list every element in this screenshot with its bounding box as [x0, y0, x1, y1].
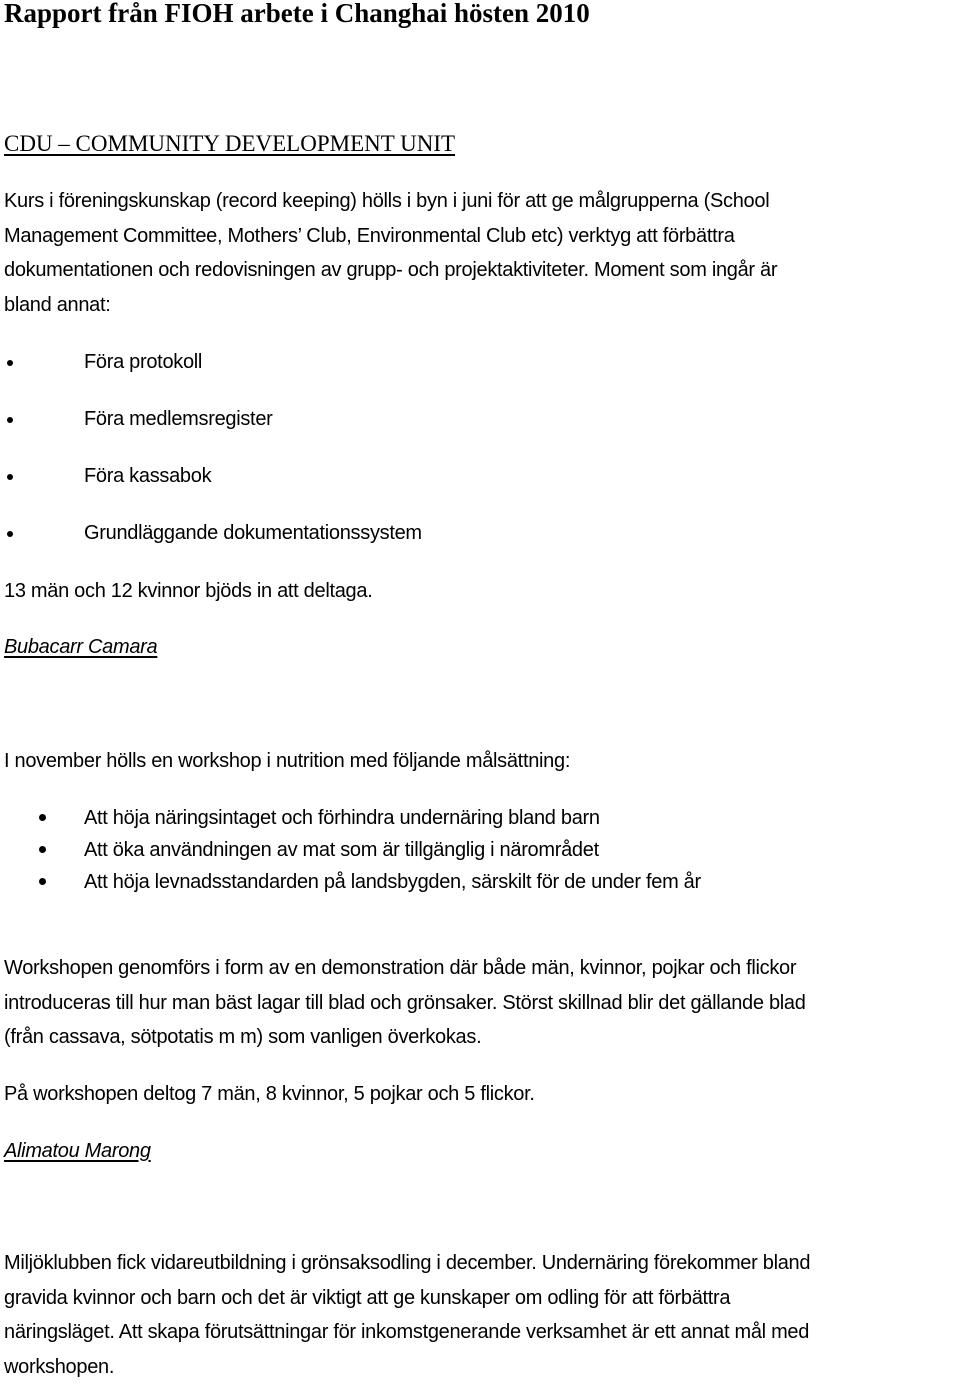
list-item-text: Föra protokoll	[84, 347, 202, 377]
workshop-participants: På workshopen deltog 7 män, 8 kvinnor, 5 pojkar och 5 flickor.	[4, 1077, 958, 1112]
bullet-icon	[39, 846, 46, 853]
list-item-text: Föra kassabok	[84, 461, 211, 491]
env-club-line: workshopen.	[4, 1350, 958, 1384]
bullet-icon	[7, 417, 13, 423]
list-item-text: Att öka användningen av mat som är tillgänglig i närområdet	[84, 835, 599, 865]
env-club-line: gravida kvinnor och barn och det är viktigt att ge kunskaper om odling för att förbättra	[4, 1281, 958, 1316]
bullet-icon	[39, 814, 46, 821]
document-title: Rapport från FIOH arbete i Changhai hösten 2010	[4, 0, 590, 30]
intro-line: Management Committee, Mothers’ Club, Environmental Club etc) verktyg att förbättra	[4, 219, 934, 254]
workshop-desc-line: introduceras till hur man bäst lagar till blad och grönsaker. Störst skillnad blir det gällande blad	[4, 986, 958, 1021]
intro-line: dokumentationen och redovisningen av grupp- och projektaktiviteter. Moment som ingår är	[4, 253, 934, 288]
author-signature: Bubacarr Camara	[4, 632, 157, 662]
list-item-text: Grundläggande dokumentationssystem	[84, 518, 422, 548]
intro-paragraph	[4, 184, 934, 322]
bullet-icon	[39, 878, 46, 885]
intro-line: Kurs i föreningskunskap (record keeping) hölls i byn i juni för att ge målgrupperna (School	[4, 184, 934, 219]
bullet-icon	[7, 474, 13, 480]
env-club-line: Miljöklubben fick vidareutbildning i grönsaksodling i december. Undernäring förekommer bland	[4, 1246, 958, 1281]
course-participants: 13 män och 12 kvinnor bjöds in att deltaga.	[4, 574, 958, 609]
workshop-desc-line: Workshopen genomförs i form av en demonstration där både män, kvinnor, pojkar och flickor	[4, 951, 958, 986]
list-item-text: Att höja levnadsstandarden på landsbygden, särskilt för de under fem år	[84, 867, 701, 897]
environmental-club-paragraph	[4, 1246, 958, 1384]
workshop-description	[4, 951, 958, 1055]
author-signature: Alimatou Marong	[4, 1136, 151, 1166]
env-club-line: näringsläget. Att skapa förutsättningar för inkomstgenerande verksamhet är ett annat mål med	[4, 1315, 958, 1350]
intro-line: bland annat:	[4, 288, 934, 323]
bullet-icon	[7, 531, 13, 537]
workshop-intro: I november hölls en workshop i nutrition med följande målsättning:	[4, 744, 958, 779]
workshop-desc-line: (från cassava, sötpotatis m m) som vanligen överkokas.	[4, 1020, 958, 1055]
list-item-text: Att höja näringsintaget och förhindra undernäring bland barn	[84, 803, 600, 833]
list-item-text: Föra medlemsregister	[84, 404, 273, 434]
section-heading: CDU – COMMUNITY DEVELOPMENT UNIT	[4, 129, 455, 159]
bullet-icon	[7, 360, 13, 366]
